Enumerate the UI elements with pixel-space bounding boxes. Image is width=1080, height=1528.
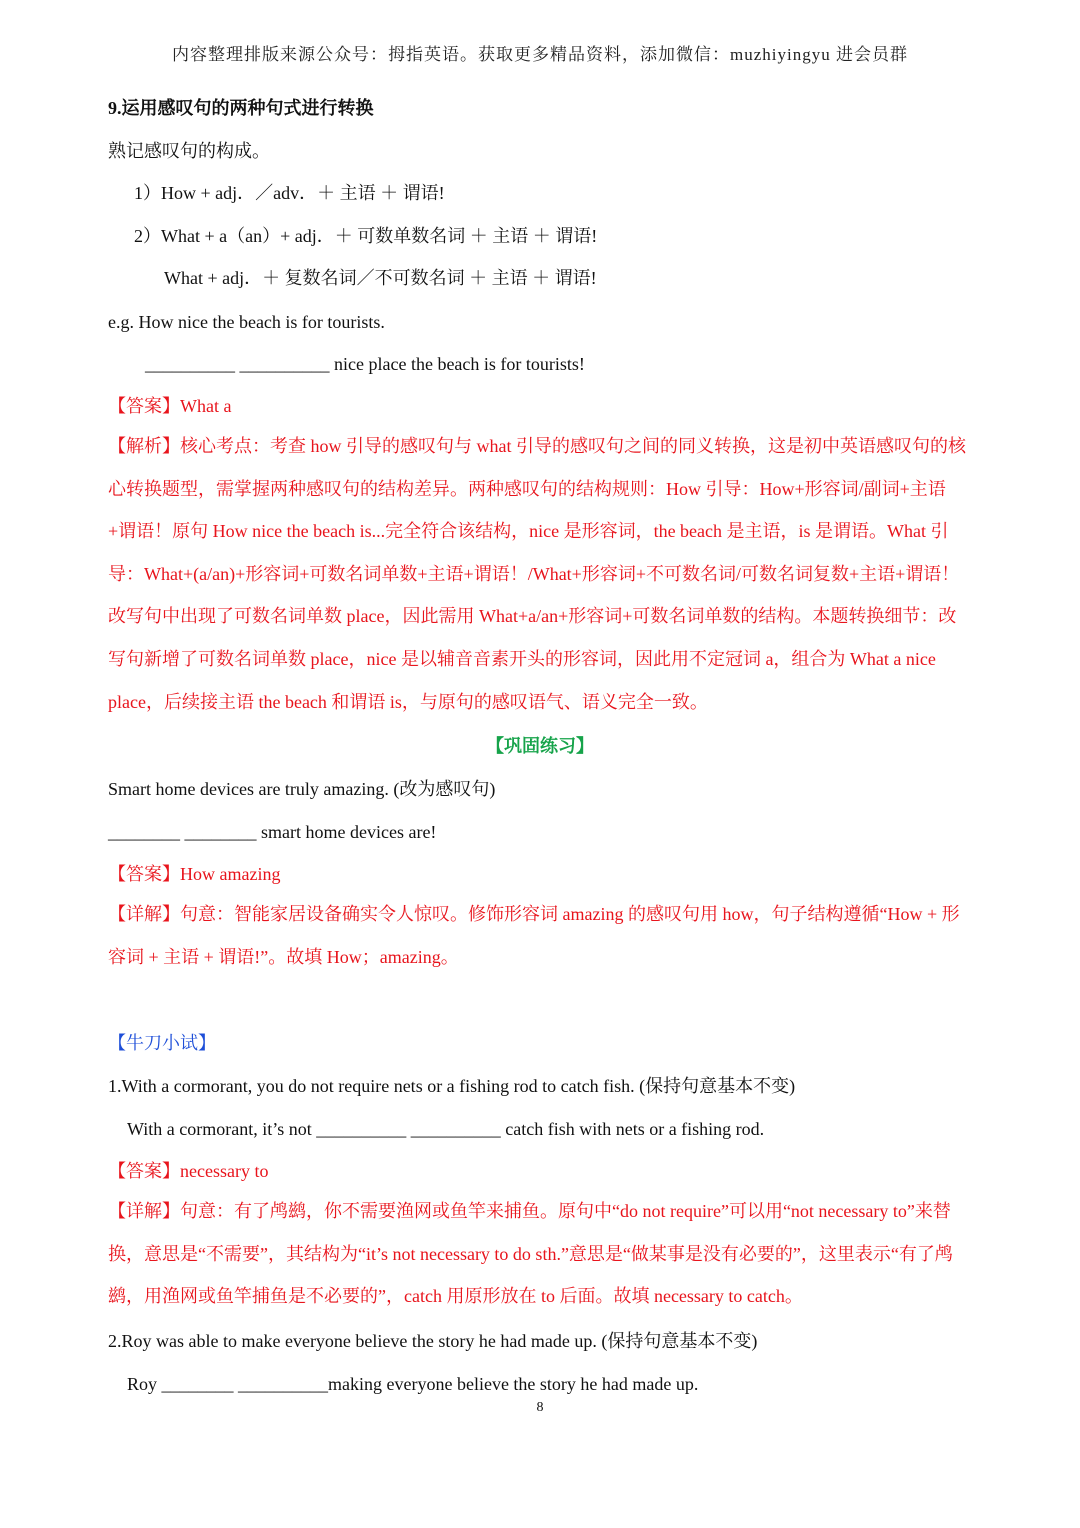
trial-q2-blank: Roy ________ __________making everyone believe the story he had made up.: [127, 1374, 699, 1394]
practice-detail: 【详解】句意：智能家居设备确实令人惊叹。修饰形容词 amazing 的感叹句用 how，句子结构遵循“How + 形容词 + 主语 + 谓语!”。故填 How；amazing。: [108, 904, 960, 967]
trial-q2: 2.Roy was able to make everyone believe the story he had made up. (保持句意基本不变): [108, 1331, 758, 1351]
page-number: 8: [536, 1400, 544, 1415]
rule-what-singular: 2）What + a（an）+ adj．＋ 可数单数名词 ＋ 主语 ＋ 谓语!: [134, 226, 598, 246]
section-intro: 熟记感叹句的构成。: [108, 141, 270, 161]
trial-q1-detail: 【详解】句意：有了鸬鹚，你不需要渔网或鱼竿来捕鱼。原句中“do not require”可以用“not necessary to”来替换，意思是“不需要”，其结构为“it’s not necessary to do sth.”意思是“做某事是没有必要的”，这里表示“有了鸬鹚，用渔网或鱼竿捕鱼是不必要的”，catch 用原形放在 to 后面。故填 necessary to catch。: [108, 1201, 953, 1307]
trial-heading: 【牛刀小试】: [108, 1033, 216, 1053]
practice-heading: 【巩固练习】: [486, 736, 594, 756]
trial-q1: 1.With a cormorant, you do not require nets or a fishing rod to catch fish. (保持句意基本不变): [108, 1076, 796, 1096]
practice-blank: ________ ________ smart home devices are!: [108, 822, 437, 842]
analysis-paragraph: 【解析】核心考点：考查 how 引导的感叹句与 what 引导的感叹句之间的同义转换，这是初中英语感叹句的核心转换题型，需掌握两种感叹句的结构差异。两种感叹句的结构规则：How 引导：How+形容词/副词+主语+谓语！原句 How nice the beach is...完全符合该结构，nice 是形容词，the beach 是主语，is 是谓语。What 引导：What+(a/an)+形容词+可数名词单数+主语+谓语！/What+形容词+不可数名词/可数名词复数+主语+谓语！改写句中出现了可数名词单数 place，因此需用 What+a/an+形容词+可数名词单数的结构。本题转换细节：改写句新增了可数名词单数 place，nice 是以辅音音素开头的形容词，因此用不定冠词 a，组合为 What a nice place，后续接主语 the beach 和谓语 is，与原句的感叹语气、语义完全一致。: [108, 436, 966, 712]
page-header: 内容整理排版来源公众号：拇指英语。获取更多精品资料，添加微信：muzhiyingyu 进会员群: [172, 45, 908, 64]
practice-question: Smart home devices are truly amazing. (改为感叹句): [108, 779, 496, 799]
section-title: 9.运用感叹句的两种句式进行转换: [108, 98, 374, 118]
trial-q1-blank: With a cormorant, it’s not __________ __________ catch fish with nets or a fishing rod.: [127, 1119, 765, 1139]
example-sentence: e.g. How nice the beach is for tourists.: [108, 312, 385, 332]
rule-how: 1）How + adj．／adv．＋ 主语 ＋ 谓语!: [134, 183, 445, 203]
trial-q1-answer: 【答案】necessary to: [108, 1161, 269, 1181]
practice-answer: 【答案】How amazing: [108, 864, 281, 884]
answer-1: 【答案】What a: [108, 396, 232, 416]
example-blank: __________ __________ nice place the beach is for tourists!: [145, 354, 585, 374]
rule-what-plural: What + adj．＋ 复数名词／不可数名词 ＋ 主语 ＋ 谓语!: [164, 268, 597, 288]
